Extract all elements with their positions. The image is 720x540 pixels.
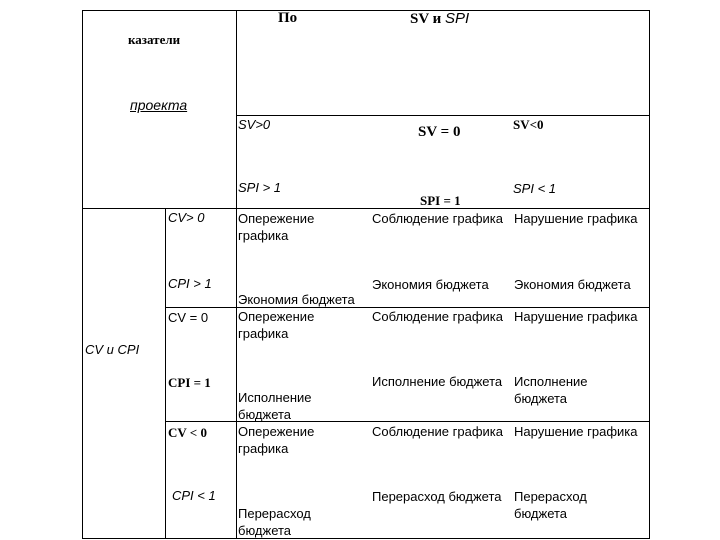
row1-schedule-on: Соблюдение графика	[372, 211, 503, 226]
left-border	[82, 10, 83, 539]
row2-schedule-on: Соблюдение графика	[372, 309, 503, 324]
col-spi-eq: SPI = 1	[420, 193, 461, 208]
col-sv-gt: SV>0	[238, 117, 271, 132]
project-label: проекта	[130, 97, 188, 113]
sv-spi-label	[410, 10, 469, 28]
row3-schedule-on: Соблюдение графика	[372, 424, 503, 439]
row2-budget-3: Исполнение бюджета	[514, 374, 588, 406]
col-spi-gt: SPI > 1	[238, 180, 281, 195]
row1-budget-2: Экономия бюджета	[372, 277, 489, 292]
row2-cv: CV = 0	[168, 310, 209, 325]
row1-cpi: CPI > 1	[168, 276, 212, 291]
bottom-border	[82, 538, 650, 539]
right-border	[649, 10, 650, 539]
row1-cv: CV> 0	[168, 210, 205, 225]
top-border	[82, 10, 649, 11]
row3-cv: CV < 0	[168, 425, 207, 440]
col-sv-lt: SV<0	[513, 117, 544, 132]
row1-schedule-behind: Нарушение графика	[514, 211, 638, 226]
sv-spi-label-sv: SV и	[410, 11, 446, 27]
row3-budget-2: Перерасход бюджета	[372, 489, 502, 504]
row2-budget-1: Исполнение бюджета	[238, 390, 312, 422]
row1-budget-1: Экономия бюджета	[238, 292, 355, 307]
row2-budget-2: Исполнение бюджета	[372, 374, 503, 389]
sv-spi-label-spi: SPI	[445, 10, 470, 27]
row3-schedule-behind: Нарушение графика	[514, 424, 638, 439]
row1-schedule-ahead: Опережение графика	[238, 211, 315, 243]
indicators-label: казатели	[128, 32, 181, 47]
col-spi-lt: SPI < 1	[513, 181, 556, 196]
row2-schedule-behind: Нарушение графика	[514, 309, 638, 324]
header-column-divider	[236, 10, 237, 539]
row2-schedule-ahead: Опережение графика	[238, 309, 315, 341]
row3-budget-1: Перерасход бюджета	[238, 506, 311, 538]
col-sv-eq: SV = 0	[418, 124, 461, 140]
row3-budget-3: Перерасход бюджета	[514, 489, 587, 521]
row1-budget-3: Экономия бюджета	[514, 277, 631, 292]
row2-cpi: CPI = 1	[168, 375, 211, 390]
row3-schedule-ahead: Опережение графика	[238, 424, 315, 456]
header-divider	[236, 115, 649, 116]
cv-column-divider	[165, 208, 166, 539]
row3-cpi: CPI < 1	[172, 488, 216, 503]
by-label: По	[278, 10, 298, 26]
row-group-label: CV и CPI	[85, 342, 140, 357]
